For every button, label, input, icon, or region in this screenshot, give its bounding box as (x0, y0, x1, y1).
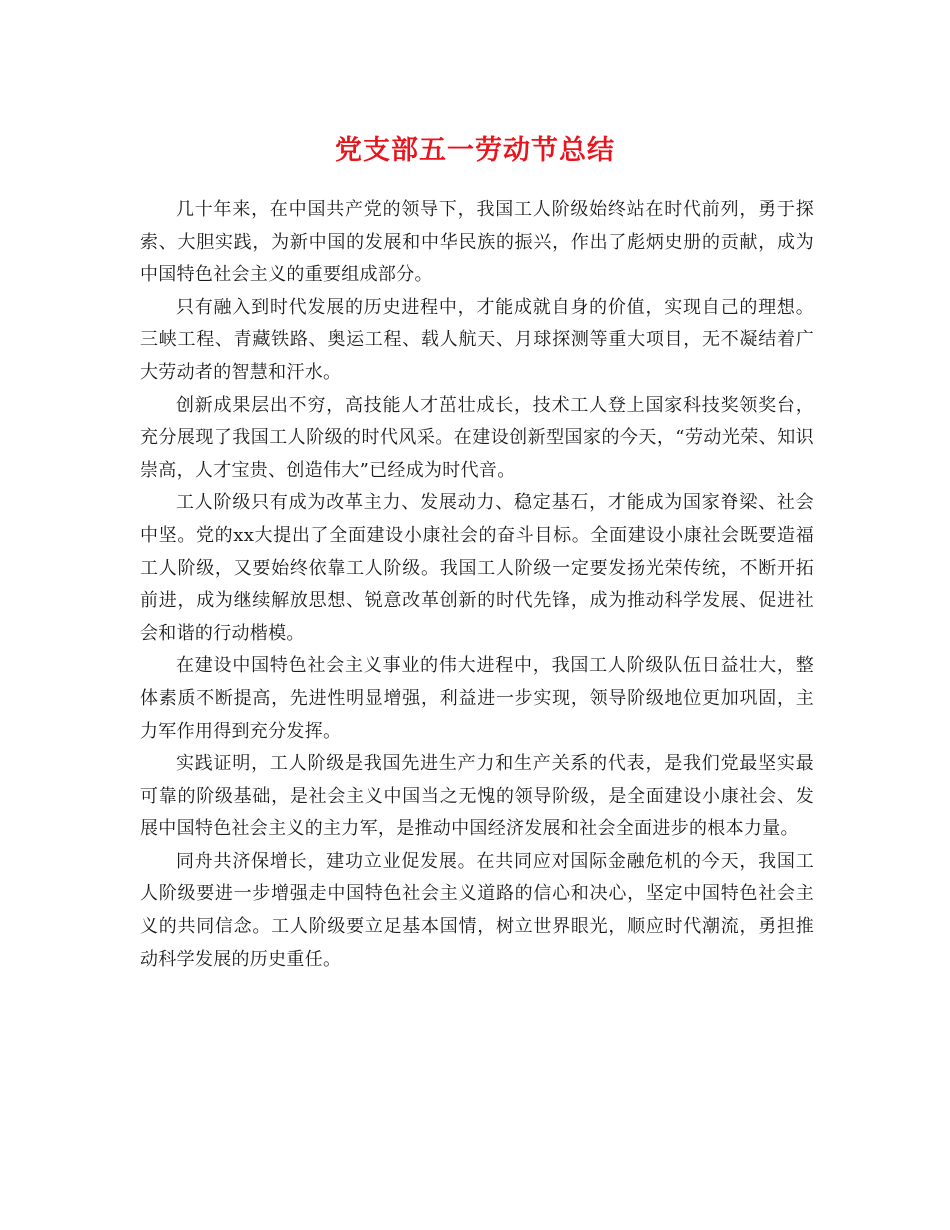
paragraph: 工人阶级只有成为改革主力、发展动力、稳定基石，才能成为国家脊梁、社会中坚。党的xx大提出了全面建设小康社会的奋斗目标。全面建设小康社会既要造福工人阶级，又要始终依靠工人阶级。我国工人阶级一定要发扬光荣传统，不断开拓前进，成为继续解放思想、锐意改革创新的时代先锋，成为推动科学发展、促进社会和谐的行动楷模。 (140, 492, 814, 644)
document-body (140, 194, 814, 976)
paragraph: 同舟共济保增长，建功立业促发展。在共同应对国际金融危机的今天，我国工人阶级要进一步增强走中国特色社会主义道路的信心和决心，坚定中国特色社会主义的共同信念。工人阶级要立足基本国情，树立世界眼光，顺应时代潮流，勇担推动科学发展的历史重任。 (140, 850, 814, 970)
paragraph: 几十年来，在中国共产党的领导下，我国工人阶级始终站在时代前列，勇于探索、大胆实践，为新中国的发展和中华民族的振兴，作出了彪炳史册的贡献，成为中国特色社会主义的重要组成部分。 (140, 199, 814, 286)
paragraph: 实践证明，工人阶级是我国先进生产力和生产关系的代表，是我们党最坚实最可靠的阶级基础，是社会主义中国当之无愧的领导阶级，是全面建设小康社会、发展中国特色社会主义的主力军，是推动中国经济发展和社会全面进步的根本力量。 (140, 753, 814, 840)
paragraph: 在建设中国特色社会主义事业的伟大进程中，我国工人阶级队伍日益壮大，整体素质不断提高，先进性明显增强，利益进一步实现，领导阶级地位更加巩固，主力军作用得到充分发挥。 (140, 655, 814, 742)
document-title: 党支部五一劳动节总结 (335, 135, 615, 166)
paragraph: 只有融入到时代发展的历史进程中，才能成就自身的价值，实现自己的理想。三峡工程、青藏铁路、奥运工程、载人航天、月球探测等重大项目，无不凝结着广大劳动者的智慧和汗水。 (140, 296, 814, 383)
paragraph: 创新成果层出不穷，高技能人才茁壮成长，技术工人登上国家科技奖领奖台，充分展现了我国工人阶级的时代风采。在建设创新型国家的今天，“劳动光荣、知识崇高，人才宝贵、创造伟大”已经成为时代音。 (140, 394, 814, 481)
